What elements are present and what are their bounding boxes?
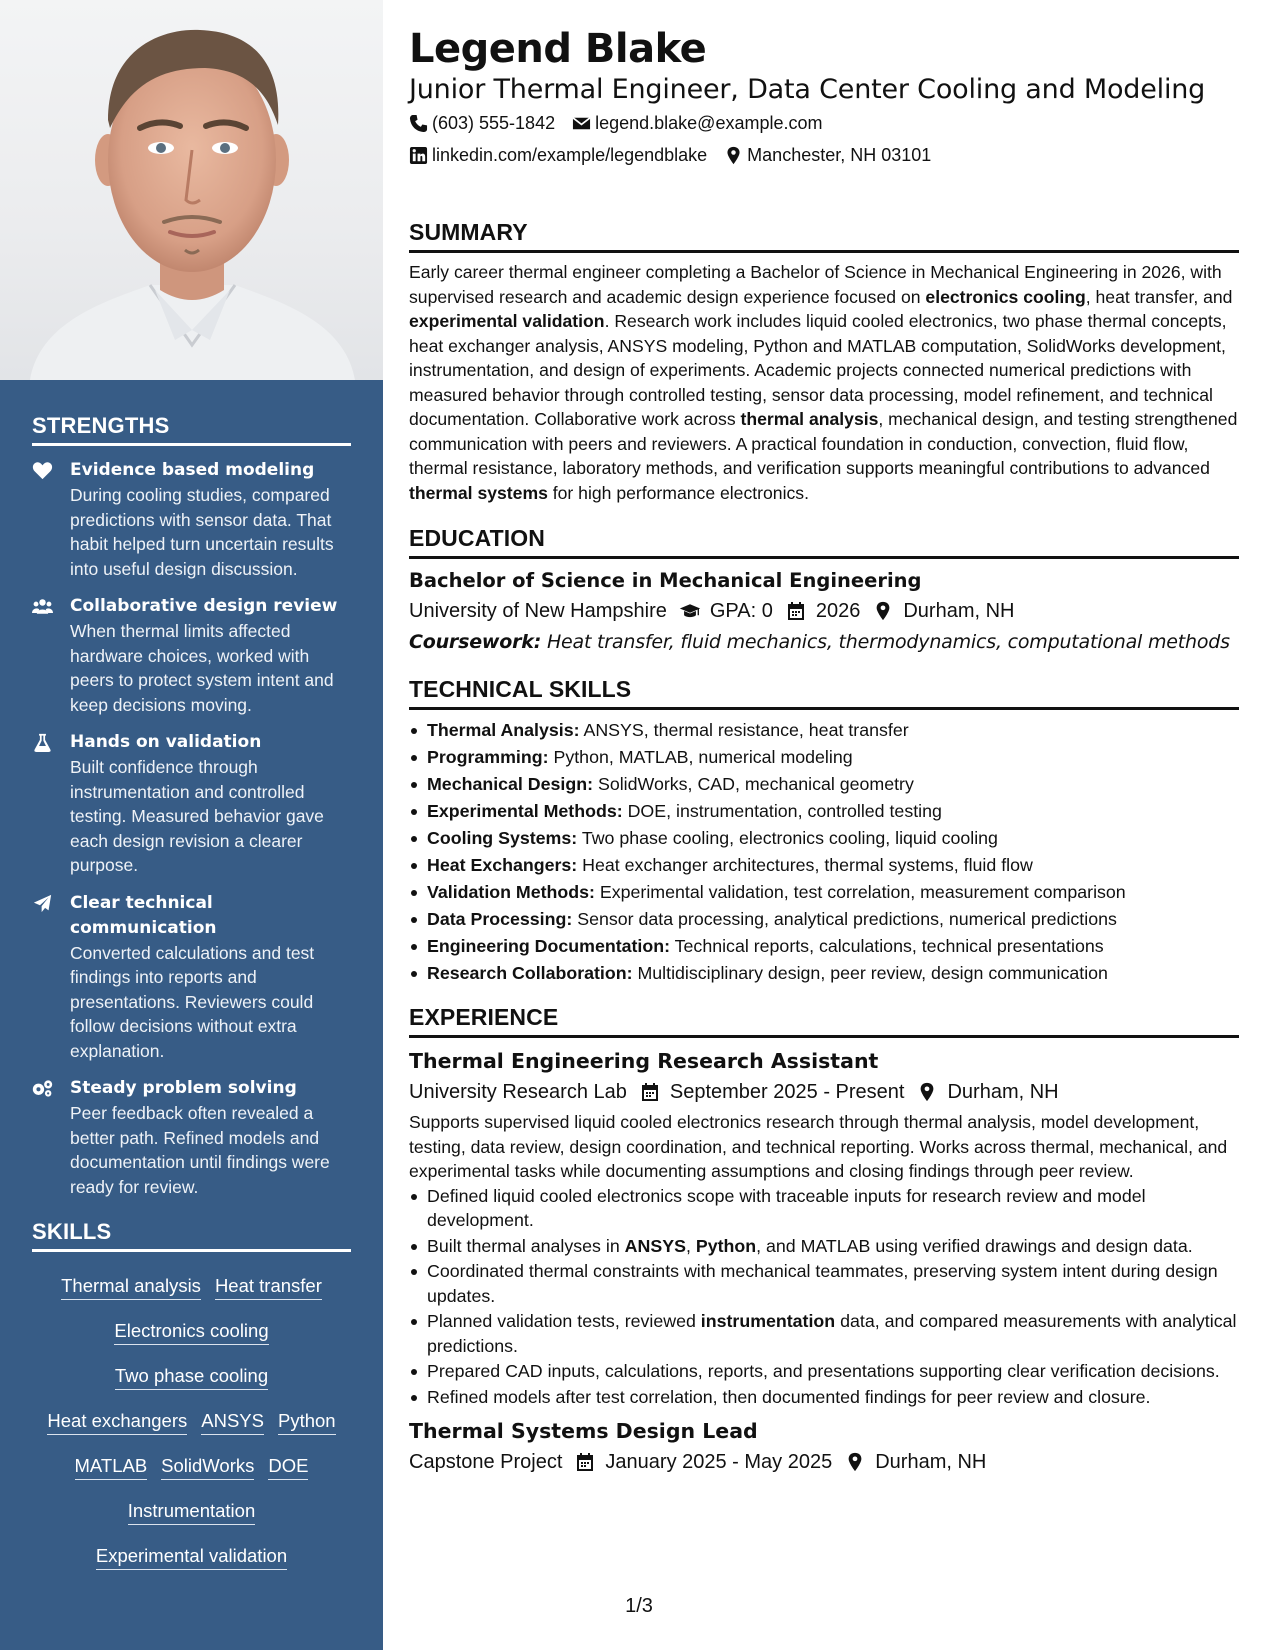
email-contact[interactable] <box>572 107 822 139</box>
strength-title: Steady problem solving <box>70 1078 297 1098</box>
linkedin-icon <box>409 146 428 165</box>
experience-heading: EXPERIENCE <box>409 1002 1239 1038</box>
strength-item <box>32 730 351 878</box>
job-dates: September 2025 - Present <box>669 1081 905 1103</box>
skill-label: Cooling Systems: <box>427 828 578 848</box>
job-bullet <box>409 1385 1239 1410</box>
job-description: Supports supervised liquid cooled electronics research through thermal analysis, model development, testing, data review, design coordination, and technical reporting. Works across thermal, mechanical, and experimental tasks while documenting assumptions and closing findings through peer review. <box>409 1112 1228 1181</box>
bold-text: electronics cooling <box>925 286 1086 307</box>
technical-skill-item <box>409 879 1239 906</box>
technical-skill-item <box>409 960 1239 987</box>
skill-label: Programming: <box>427 747 549 767</box>
text-run: , <box>685 1235 696 1256</box>
text-run: Planned validation tests, reviewed <box>427 1311 701 1331</box>
linkedin-text: linkedin.com/example/legendblake <box>432 145 708 165</box>
edu-location-item <box>872 596 1014 626</box>
skill-value: Multidisciplinary design, peer review, design communication <box>637 963 1108 983</box>
skill-tag: Python <box>278 1409 336 1435</box>
profile-photo <box>0 0 383 380</box>
job-org: Capstone Project <box>409 1451 563 1473</box>
job-title: Thermal Systems Design Lead <box>409 1419 758 1443</box>
skill-tag: Two phase cooling <box>115 1364 268 1390</box>
skill-tag: ANSYS <box>201 1409 264 1435</box>
education-meta <box>409 596 1239 626</box>
technical-skill-item <box>409 798 1239 825</box>
job-entry <box>409 1045 1239 1409</box>
coursework-label: Coursework: <box>409 631 542 653</box>
year-item <box>785 596 861 626</box>
skill-label: Research Collaboration: <box>427 963 633 983</box>
skill-label: Experimental Methods: <box>427 801 623 821</box>
job-org: University Research Lab <box>409 1081 627 1103</box>
technical-skill-item <box>409 744 1239 771</box>
strength-item <box>32 1076 351 1199</box>
bold-text: instrumentation <box>700 1311 836 1331</box>
email-text: legend.blake@example.com <box>595 113 823 133</box>
text-run: Prepared CAD inputs, calculations, reports, and presentations supporting clear verification decisions. <box>427 1361 1220 1381</box>
envelope-icon <box>572 114 591 133</box>
bold-text: ANSYS <box>624 1235 686 1256</box>
text-run: , mechanical design, and testing strengthened communication with peers and reviewers. A practical foundation in conduction, convection, fluid flow, thermal resistance, laboratory methods, and verification supports meaningful contributions to advanced <box>409 409 1238 478</box>
graduation-cap-icon <box>679 601 701 621</box>
skill-value: Sensor data processing, analytical predictions, numerical predictions <box>577 909 1117 929</box>
job-dates: January 2025 - May 2025 <box>605 1451 833 1473</box>
map-pin-icon <box>724 146 743 165</box>
skill-tag: Instrumentation <box>128 1499 256 1525</box>
skills-heading: SKILLS <box>32 1219 351 1252</box>
strength-description: When thermal limits affected hardware choices, worked with peers to protect system intent and keep decisions moving. <box>70 621 334 715</box>
technical-skill-item <box>409 825 1239 852</box>
skill-value: Experimental validation, test correlation, measurement comparison <box>599 882 1126 902</box>
skill-tags <box>32 1264 351 1579</box>
contact-row <box>409 139 1239 171</box>
job-dates-item <box>574 1447 832 1477</box>
summary-section <box>409 217 1239 505</box>
sidebar-content <box>32 413 351 1579</box>
location-text: Manchester, NH 03101 <box>747 145 932 165</box>
job-bullet <box>409 1259 1239 1308</box>
education-heading: EDUCATION <box>409 523 1239 559</box>
map-pin-icon <box>844 1452 866 1472</box>
strength-description: Converted calculations and test findings into reports and presentations. Reviewers could follow decisions without extra explanation. <box>70 942 315 1061</box>
skill-label: Thermal Analysis: <box>427 720 580 740</box>
job-bullets <box>409 1184 1239 1410</box>
profile-photo-illustration <box>0 0 383 380</box>
education-section <box>409 523 1239 658</box>
heart-icon <box>32 458 70 581</box>
text-run: for high performance electronics. <box>547 482 809 503</box>
strength-title: Hands on validation <box>70 732 262 752</box>
job-location-item <box>916 1077 1058 1107</box>
strengths-heading: STRENGTHS <box>32 413 351 446</box>
map-pin-icon <box>872 601 894 621</box>
bold-text: thermal systems <box>409 482 548 503</box>
job-location-item <box>844 1447 986 1477</box>
location-contact <box>724 139 931 171</box>
job-entry <box>409 1415 1239 1477</box>
skill-tag: Heat exchangers <box>47 1409 187 1435</box>
skill-value: Technical reports, calculations, technical presentations <box>674 936 1104 956</box>
page-number: 1/3 <box>625 1595 653 1617</box>
job-bullet <box>409 1184 1239 1233</box>
phone-contact[interactable] <box>409 107 555 139</box>
skill-tag: DOE <box>268 1454 308 1480</box>
job-title: Thermal Engineering Research Assistant <box>409 1049 879 1073</box>
skill-tag: Experimental validation <box>96 1544 287 1570</box>
coursework-text: Heat transfer, fluid mechanics, thermodynamics, computational methods <box>546 631 1230 653</box>
skill-label: Engineering Documentation: <box>427 936 671 956</box>
text-run: Coordinated thermal constraints with mechanical teammates, preserving system intent during design updates. <box>427 1261 1218 1306</box>
text-run: data, and compared measurements with analytical predictions. <box>427 1311 1237 1356</box>
job-location: Durham, NH <box>947 1081 1059 1103</box>
skill-value: Heat exchanger architectures, thermal systems, fluid flow <box>582 855 1033 875</box>
skill-tag: Heat transfer <box>215 1274 322 1300</box>
strength-item <box>32 594 351 717</box>
job-bullet <box>409 1309 1239 1358</box>
bold-text: thermal analysis <box>740 409 879 429</box>
technical-skill-item <box>409 717 1239 744</box>
calendar-icon <box>785 601 807 621</box>
flask-icon <box>32 730 70 878</box>
text-run: Defined liquid cooled electronics scope with traceable inputs for research review and model development. <box>427 1185 1146 1230</box>
skill-tag: Thermal analysis <box>61 1274 201 1300</box>
technical-skills-section <box>409 674 1239 987</box>
technical-skill-item <box>409 933 1239 960</box>
sidebar <box>0 0 383 1650</box>
strength-title: Evidence based modeling <box>70 460 315 480</box>
calendar-icon <box>574 1452 596 1472</box>
bold-text: Python <box>695 1235 757 1256</box>
skill-tag: MATLAB <box>75 1454 148 1480</box>
skill-label: Mechanical Design: <box>427 774 594 794</box>
person-name: Legend Blake <box>409 26 707 72</box>
text-run: Built thermal analyses in <box>427 1235 625 1256</box>
phone-icon <box>409 114 428 133</box>
text-run: Refined models after test correlation, then documented findings for peer review and closure. <box>427 1386 1151 1407</box>
summary-heading: SUMMARY <box>409 217 1239 253</box>
job-meta <box>409 1447 1239 1477</box>
linkedin-contact[interactable] <box>409 139 707 171</box>
strength-item <box>32 458 351 581</box>
calendar-icon <box>639 1082 661 1102</box>
school-name: University of New Hampshire <box>409 600 667 622</box>
job-bullet <box>409 1234 1239 1259</box>
person-role: Junior Thermal Engineer, Data Center Cooling and Modeling <box>409 74 1206 105</box>
contact-row <box>409 107 1239 139</box>
job-bullet <box>409 1359 1239 1384</box>
gears-icon <box>32 1076 70 1199</box>
strength-title: Collaborative design review <box>70 596 338 616</box>
skill-tag: Electronics cooling <box>114 1319 268 1345</box>
text-run: . Research work includes liquid cooled electronics, two phase thermal concepts, heat exchanger analysis, ANSYS modeling, Python and MATLAB computation, SolidWorks development, instrumentation, and design of experiments. Academic projects connected numerical predictions with measured behavior through controlled testing, sensor data processing, model refinement, and technical documentation. Collaborative work across <box>409 311 1227 429</box>
skill-label: Validation Methods: <box>427 882 595 902</box>
skill-value: Python, MATLAB, numerical modeling <box>553 747 853 767</box>
degree-title: Bachelor of Science in Mechanical Engineering <box>409 569 922 592</box>
technical-skills-list <box>409 717 1239 987</box>
technical-skill-item <box>409 771 1239 798</box>
job-location: Durham, NH <box>875 1451 987 1473</box>
text-run: Early career thermal engineer completing a Bachelor of Science in Mechanical Engineering in 2026, with supervised research and academic design experience focused on <box>409 262 1222 307</box>
map-pin-icon <box>916 1082 938 1102</box>
strength-title: Clear technical communication <box>70 892 217 938</box>
experience-section <box>409 1002 1239 1477</box>
technical-skill-item <box>409 852 1239 879</box>
bold-text: experimental validation <box>409 311 605 331</box>
strength-description: During cooling studies, compared predictions with sensor data. That habit helped turn uncertain results into useful design discussion. <box>70 485 334 579</box>
gpa-text: GPA: 0 <box>709 600 773 622</box>
skill-label: Data Processing: <box>427 909 573 929</box>
gpa-item <box>679 596 773 626</box>
text-run: , heat transfer, and <box>1085 286 1233 307</box>
edu-location-text: Durham, NH <box>903 600 1015 622</box>
main-content <box>409 24 1239 1477</box>
coursework <box>409 626 1239 658</box>
strength-item <box>32 891 351 1064</box>
text-run: , and MATLAB using verified drawings and design data. <box>756 1235 1193 1256</box>
job-meta <box>409 1077 1239 1107</box>
technical-skills-heading: TECHNICAL SKILLS <box>409 674 1239 710</box>
skill-value: Two phase cooling, electronics cooling, liquid cooling <box>581 828 998 848</box>
skill-label: Heat Exchangers: <box>427 855 578 875</box>
summary-text <box>409 260 1239 505</box>
strength-description: Built confidence through instrumentation and controlled testing. Measured behavior gave each design revision a clearer purpose. <box>70 757 324 875</box>
paper-plane-icon <box>32 891 70 1064</box>
job-dates-item <box>639 1077 905 1107</box>
users-icon <box>32 594 70 717</box>
year-text: 2026 <box>815 600 861 622</box>
skill-value: DOE, instrumentation, controlled testing <box>627 801 942 821</box>
strength-description: Peer feedback often revealed a better path. Refined models and documentation until findings were ready for review. <box>70 1103 330 1197</box>
phone-text: (603) 555-1842 <box>432 113 556 133</box>
technical-skill-item <box>409 906 1239 933</box>
skill-value: SolidWorks, CAD, mechanical geometry <box>597 774 914 794</box>
skill-tag: SolidWorks <box>161 1454 254 1480</box>
skill-value: ANSYS, thermal resistance, heat transfer <box>583 720 909 740</box>
